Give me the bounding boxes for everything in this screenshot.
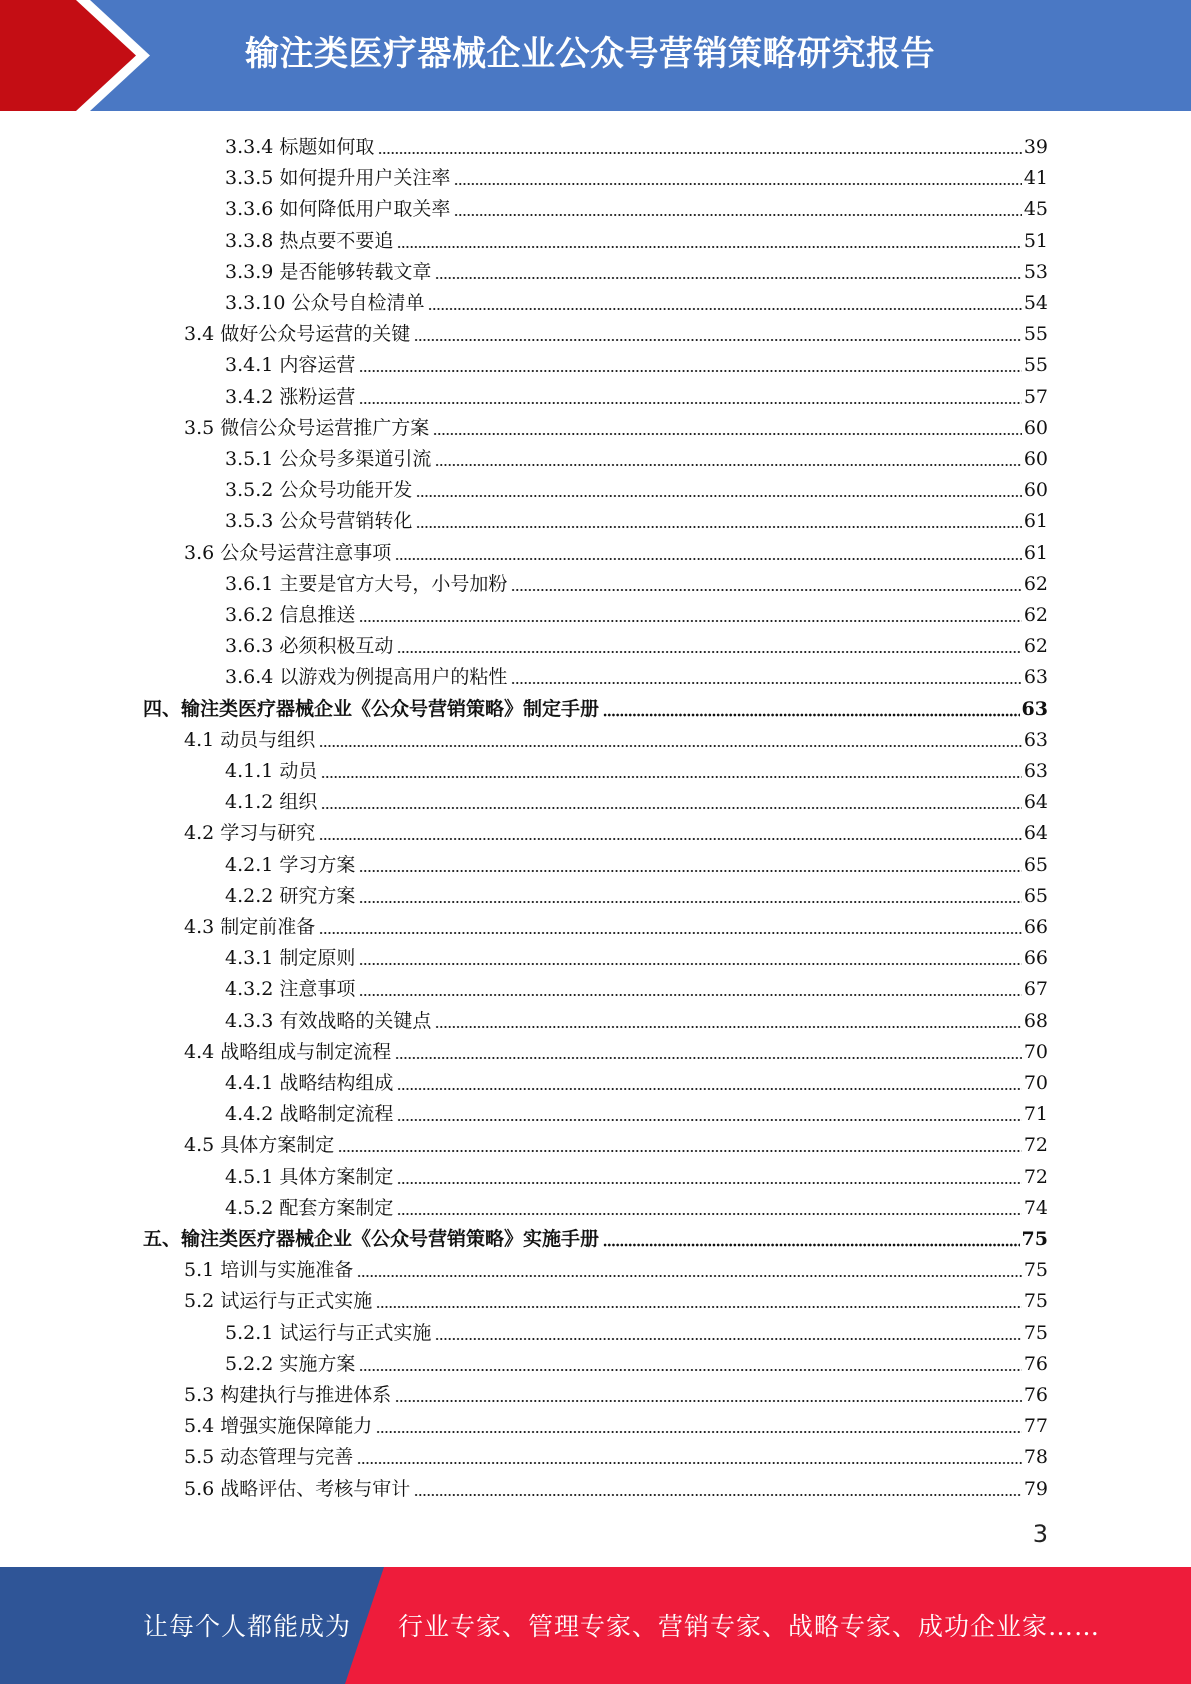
toc-entry-page: 75 xyxy=(1023,1259,1048,1282)
document-title: 输注类医疗器械企业公众号营销策略研究报告 xyxy=(245,34,935,74)
toc-dot-leader xyxy=(357,1445,1022,1465)
toc-entry[interactable] xyxy=(225,877,1048,908)
page-footer xyxy=(0,1567,1191,1684)
toc-entry-page: 71 xyxy=(1023,1103,1048,1126)
toc-entry-label: 4.2 学习与研究 xyxy=(184,822,316,845)
toc-entry-page: 63 xyxy=(1023,760,1048,782)
toc-dot-leader xyxy=(321,790,1021,810)
toc-entry-label: 4.1.2 组织 xyxy=(225,791,318,814)
toc-dot-leader xyxy=(435,447,1021,467)
toc-dot-leader xyxy=(414,322,1022,342)
toc-entry-label: 3.3.5 如何提升用户关注率 xyxy=(225,167,451,190)
toc-dot-leader xyxy=(359,385,1021,405)
toc-dot-leader xyxy=(397,1071,1021,1091)
toc-entry-label: 4.5.2 配套方案制定 xyxy=(225,1196,394,1219)
toc-entry-page: 66 xyxy=(1023,916,1048,938)
toc-entry-page: 70 xyxy=(1023,1072,1048,1094)
toc-entry[interactable] xyxy=(225,440,1048,471)
toc-entry-page: 55 xyxy=(1023,354,1048,377)
toc-entry-label: 3.6.1 主要是官方大号，小号加粉 xyxy=(225,572,508,595)
toc-entry-page: 62 xyxy=(1023,572,1048,595)
toc-entry-page: 63 xyxy=(1023,666,1048,689)
toc-dot-leader xyxy=(397,1165,1021,1185)
toc-entry-label: 5.5 动态管理与完善 xyxy=(184,1446,354,1469)
toc-entry-page: 75 xyxy=(1023,1290,1048,1313)
toc-entry[interactable] xyxy=(225,159,1048,190)
toc-entry[interactable] xyxy=(184,814,1048,845)
toc-entry-label: 5.2.1 试运行与正式实施 xyxy=(225,1321,432,1344)
toc-entry[interactable] xyxy=(225,1158,1048,1189)
toc-dot-leader xyxy=(435,260,1021,280)
toc-entry-page: 51 xyxy=(1023,229,1048,252)
toc-entry[interactable] xyxy=(184,1251,1048,1282)
toc-entry[interactable] xyxy=(225,627,1048,658)
toc-entry[interactable] xyxy=(225,658,1048,689)
toc-dot-leader xyxy=(603,1227,1020,1247)
toc-entry-page: 60 xyxy=(1023,416,1048,439)
toc-entry-label: 3.5.2 公众号功能开发 xyxy=(225,479,413,502)
toc-entry-label: 4.2.2 研究方案 xyxy=(225,884,356,907)
toc-entry-page: 65 xyxy=(1023,853,1048,876)
toc-entry-label: 3.5.3 公众号营销转化 xyxy=(225,510,413,533)
toc-entry[interactable] xyxy=(225,222,1048,253)
toc-entry-page: 76 xyxy=(1023,1384,1048,1406)
toc-entry-page: 63 xyxy=(1023,728,1048,751)
toc-entry[interactable] xyxy=(184,1438,1048,1469)
toc-dot-leader xyxy=(397,1196,1021,1216)
toc-dot-leader xyxy=(414,1477,1022,1497)
toc-entry-label: 3.3.10 公众号自检清单 xyxy=(225,292,425,314)
toc-entry[interactable] xyxy=(225,284,1048,315)
toc-entry-label: 3.6.2 信息推送 xyxy=(225,604,356,626)
toc-entry-label: 4.5 具体方案制定 xyxy=(184,1134,335,1157)
toc-entry-page: 70 xyxy=(1023,1040,1048,1063)
toc-entry-label: 4.3.3 有效战略的关键点 xyxy=(225,1009,432,1032)
toc-entry-page: 66 xyxy=(1023,947,1048,970)
toc-entry[interactable] xyxy=(184,409,1048,440)
toc-dot-leader xyxy=(319,728,1022,748)
toc-dot-leader xyxy=(359,977,1021,997)
toc-entry-page: 77 xyxy=(1023,1415,1048,1438)
toc-entry-label: 3.6.4 以游戏为例提高用户的粘性 xyxy=(225,666,508,689)
toc-entry-label: 4.3 制定前准备 xyxy=(184,916,316,938)
toc-entry[interactable] xyxy=(225,253,1048,284)
toc-entry-label: 4.5.1 具体方案制定 xyxy=(225,1165,394,1188)
header-chevron-red xyxy=(0,0,136,111)
toc-entry-label: 3.3.6 如何降低用户取关率 xyxy=(225,198,451,221)
toc-entry-label: 五、输注类医疗器械企业《公众号营销策略》实施手册 xyxy=(143,1228,600,1250)
toc-entry[interactable] xyxy=(225,1095,1048,1126)
toc-entry-page: 68 xyxy=(1023,1009,1048,1032)
toc-dot-leader xyxy=(511,572,1021,592)
toc-dot-leader xyxy=(435,1321,1021,1341)
toc-entry-page: 62 xyxy=(1023,635,1048,658)
toc-entry[interactable] xyxy=(184,1126,1048,1157)
toc-entry[interactable] xyxy=(184,1282,1048,1313)
toc-dot-leader xyxy=(395,1383,1022,1403)
toc-entry-label: 5.2.2 实施方案 xyxy=(225,1352,356,1375)
toc-dot-leader xyxy=(359,853,1021,873)
toc-entry-page: 67 xyxy=(1023,978,1048,1001)
footer-slogan-left: 让每个人都能成为 xyxy=(143,1612,352,1641)
toc-entry-page: 78 xyxy=(1023,1446,1048,1469)
toc-entry[interactable] xyxy=(184,721,1048,752)
toc-dot-leader xyxy=(376,1289,1022,1309)
toc-entry-label: 3.5.1 公众号多渠道引流 xyxy=(225,448,432,470)
toc-entry[interactable] xyxy=(225,502,1048,533)
toc-entry[interactable] xyxy=(184,1470,1048,1501)
toc-dot-leader xyxy=(359,1352,1021,1372)
toc-dot-leader xyxy=(428,291,1021,311)
toc-entry[interactable] xyxy=(225,1345,1048,1376)
toc-dot-leader xyxy=(397,634,1021,654)
toc-entry-label: 4.1.1 动员 xyxy=(225,760,318,782)
toc-entry[interactable] xyxy=(184,1033,1048,1064)
toc-entry-label: 3.5 微信公众号运营推广方案 xyxy=(184,416,430,439)
toc-entry-page: 53 xyxy=(1023,260,1048,283)
toc-entry-page: 61 xyxy=(1023,510,1048,533)
toc-entry[interactable] xyxy=(225,939,1048,970)
toc-entry-label: 5.6 战略评估、考核与审计 xyxy=(184,1477,411,1500)
toc-entry[interactable] xyxy=(143,690,1048,721)
footer-slogan-right: 行业专家、管理专家、营销专家、战略专家、成功企业家…… xyxy=(398,1612,1101,1641)
toc-entry-page: 72 xyxy=(1023,1134,1048,1157)
toc-dot-leader xyxy=(395,541,1022,561)
toc-entry[interactable] xyxy=(225,190,1048,221)
toc-entry-page: 75 xyxy=(1021,1228,1048,1250)
toc-entry[interactable] xyxy=(225,378,1048,409)
toc-entry-page: 79 xyxy=(1023,1477,1048,1500)
toc-entry[interactable] xyxy=(184,1407,1048,1438)
toc-entry[interactable] xyxy=(225,1002,1048,1033)
toc-dot-leader xyxy=(603,697,1020,717)
toc-entry-label: 3.3.4 标题如何取 xyxy=(225,136,375,158)
toc-dot-leader xyxy=(416,478,1021,498)
toc-entry-label: 3.4 做好公众号运营的关键 xyxy=(184,323,411,346)
toc-dot-leader xyxy=(416,509,1021,529)
toc-dot-leader xyxy=(397,229,1021,249)
toc-entry-page: 55 xyxy=(1023,323,1048,346)
toc-dot-leader xyxy=(395,1040,1022,1060)
toc-entry-page: 54 xyxy=(1023,292,1048,314)
toc-entry-page: 65 xyxy=(1023,884,1048,907)
toc-entry-label: 5.4 增强实施保障能力 xyxy=(184,1415,373,1438)
toc-dot-leader xyxy=(319,915,1022,935)
toc-entry-label: 4.3.1 制定原则 xyxy=(225,947,356,970)
toc-dot-leader xyxy=(376,1414,1022,1434)
toc-entry-label: 4.4.1 战略结构组成 xyxy=(225,1072,394,1094)
toc-entry[interactable] xyxy=(184,315,1048,346)
toc-entry-page: 60 xyxy=(1023,448,1048,470)
toc-entry-page: 39 xyxy=(1023,136,1048,158)
toc-entry-label: 3.3.9 是否能够转载文章 xyxy=(225,260,432,283)
toc-entry-page: 45 xyxy=(1023,198,1048,221)
toc-entry-page: 75 xyxy=(1023,1321,1048,1344)
toc-entry[interactable] xyxy=(225,346,1048,377)
toc-entry-page: 76 xyxy=(1023,1352,1048,1375)
toc-entry-label: 4.4.2 战略制定流程 xyxy=(225,1103,394,1126)
toc-entry[interactable] xyxy=(225,565,1048,596)
toc-entry[interactable] xyxy=(225,783,1048,814)
toc-dot-leader xyxy=(397,1102,1021,1122)
toc-entry-page: 41 xyxy=(1023,167,1048,190)
toc-entry-label: 5.2 试运行与正式实施 xyxy=(184,1290,373,1313)
toc-dot-leader xyxy=(511,665,1021,685)
toc-dot-leader xyxy=(321,759,1021,779)
toc-entry-label: 4.2.1 学习方案 xyxy=(225,853,356,876)
toc-dot-leader xyxy=(359,884,1021,904)
toc-entry-label: 3.4.1 内容运营 xyxy=(225,354,356,377)
toc-entry-label: 四、输注类医疗器械企业《公众号营销策略》制定手册 xyxy=(143,697,600,720)
toc-dot-leader xyxy=(357,1258,1022,1278)
toc-entry-page: 60 xyxy=(1023,479,1048,502)
toc-entry-page: 63 xyxy=(1021,697,1048,720)
toc-entry-label: 5.3 构建执行与推进体系 xyxy=(184,1384,392,1406)
toc-entry-label: 3.4.2 涨粉运营 xyxy=(225,385,356,408)
toc-entry-label: 3.6 公众号运营注意事项 xyxy=(184,541,392,564)
toc-entry-page: 64 xyxy=(1023,791,1048,814)
toc-dot-leader xyxy=(454,166,1021,186)
toc-entry-page: 72 xyxy=(1023,1165,1048,1188)
toc-dot-leader xyxy=(359,603,1021,623)
toc-entry-label: 4.1 动员与组织 xyxy=(184,728,316,751)
toc-entry[interactable] xyxy=(225,471,1048,502)
toc-entry-label: 4.3.2 注意事项 xyxy=(225,978,356,1001)
page-header xyxy=(0,0,1191,111)
toc-dot-leader xyxy=(378,135,1021,155)
toc-entry[interactable] xyxy=(225,1189,1048,1220)
toc-entry[interactable] xyxy=(225,752,1048,783)
toc-dot-leader xyxy=(338,1133,1022,1153)
header-chevron-decoration xyxy=(0,0,160,111)
toc-entry[interactable] xyxy=(225,128,1048,159)
toc-entry-label: 3.3.8 热点要不要追 xyxy=(225,229,394,252)
toc-dot-leader xyxy=(359,353,1021,373)
page-number: 3 xyxy=(1032,1520,1048,1548)
toc-entry[interactable] xyxy=(225,846,1048,877)
toc-entry[interactable] xyxy=(143,1220,1048,1251)
toc-entry[interactable] xyxy=(184,1376,1048,1407)
toc-entry[interactable] xyxy=(225,1314,1048,1345)
toc-entry-page: 61 xyxy=(1023,541,1048,564)
toc-dot-leader xyxy=(319,821,1022,841)
toc-dot-leader xyxy=(359,946,1021,966)
toc-entry-page: 64 xyxy=(1023,822,1048,845)
toc-entry-page: 62 xyxy=(1023,604,1048,626)
toc-entry[interactable] xyxy=(225,970,1048,1001)
toc-entry[interactable] xyxy=(184,908,1048,939)
toc-entry[interactable] xyxy=(225,596,1048,627)
toc-entry-label: 5.1 培训与实施准备 xyxy=(184,1259,354,1282)
toc-entry-page: 74 xyxy=(1023,1196,1048,1219)
toc-entry-label: 4.4 战略组成与制定流程 xyxy=(184,1040,392,1063)
toc-entry[interactable] xyxy=(225,1064,1048,1095)
toc-dot-leader xyxy=(433,416,1022,436)
toc-dot-leader xyxy=(435,1009,1021,1029)
toc-entry-label: 3.6.3 必须积极互动 xyxy=(225,635,394,658)
toc-entry[interactable] xyxy=(184,534,1048,565)
toc-dot-leader xyxy=(454,197,1021,217)
toc-entry-page: 57 xyxy=(1023,385,1048,408)
